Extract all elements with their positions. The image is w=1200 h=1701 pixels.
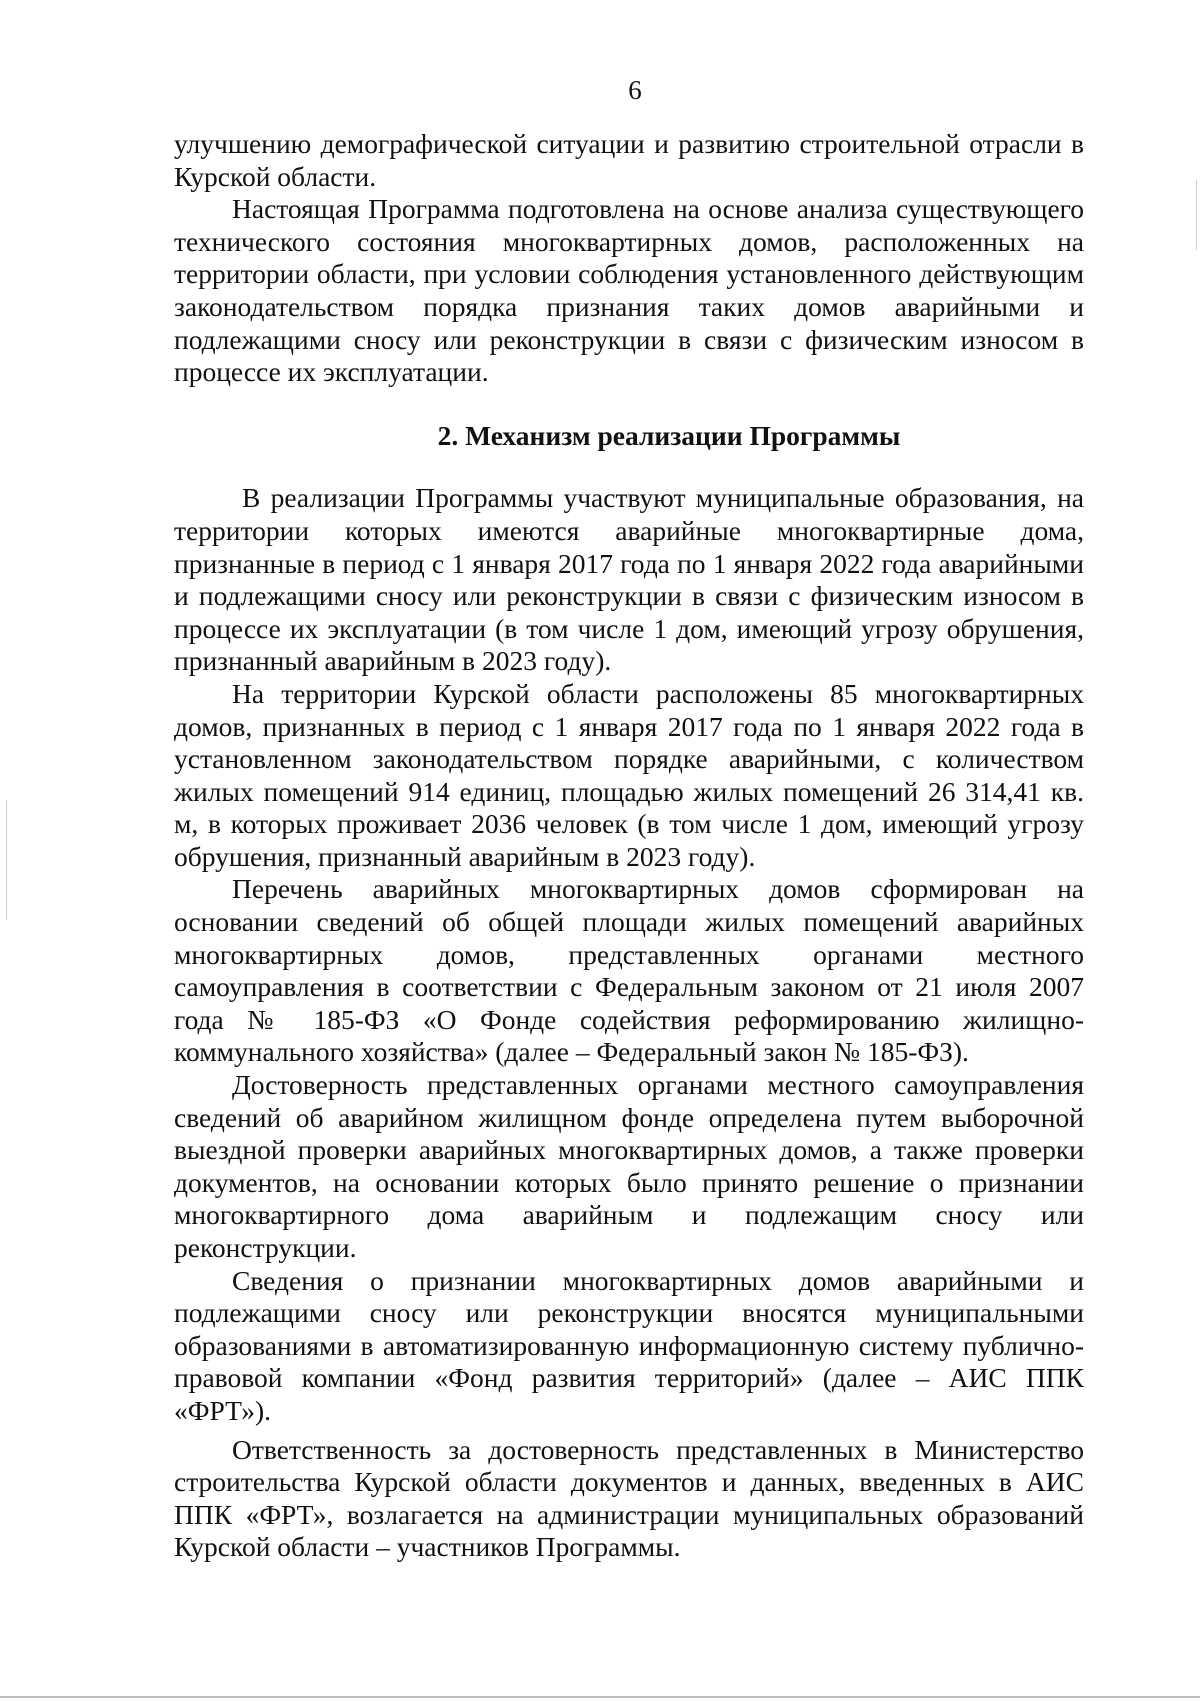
scan-edge-mark-left <box>6 800 7 920</box>
scan-bottom-edge <box>0 1696 1200 1698</box>
paragraph-participants: В реализации Программы участвуют муниципальные образования, на территории которых имеются аварийные многоквартирные дома, признанные в период с 1 января 2017 года по 1 января 2022 года аварийными и подлежащими сносу или реконструкции в связи с физическим износом в процессе их эксплуатации (в том числе 1 дом, имеющий угрозу обрушения, признанный аварийным в 2023 году). <box>174 482 1084 677</box>
paragraph-continuation: улучшению демографической ситуации и развитию строительной отрасли в Курской области. <box>174 128 1084 192</box>
scan-edge-mark-right <box>1196 180 1197 250</box>
page-number: 6 <box>628 75 642 105</box>
paragraph-statistics: На территории Курской области расположены 85 многоквартирных домов, признанных в период с 1 января 2017 года по 1 января 2022 года в установленном законодательством порядке аварийными, с количеством жилых помещений 914 единиц, площадью жилых помещений 26 314,41 кв. м, в которых проживает 2036 человек (в том числе 1 дом, имеющий угрозу обрушения, признанный аварийным в 2023 году). <box>174 677 1084 872</box>
paragraph-list-formation: Перечень аварийных многоквартирных домов сформирован на основании сведений об общей площади жилых помещений аварийных многоквартирных домов, представленных органами местного самоуправления в соответствии с Федеральным законом от 21 июля 2007 года № 185-ФЗ «О Фонде содействия реформированию жилищно-коммунального хозяйства» (далее – Федеральный закон № 185-ФЗ). <box>174 873 1084 1068</box>
document-body <box>174 128 1084 1564</box>
paragraph-program-basis: Настоящая Программа подготовлена на основе анализа существующего технического состояния многоквартирных домов, расположенных на территории области, при условии соблюдения установленного действующим законодательством порядка признания таких домов аварийными и подлежащими сносу или реконструкции в связи с физическим износом в процессе их эксплуатации. <box>174 193 1084 388</box>
paragraph-reliability: Достоверность представленных органами местного самоуправления сведений об аварийном жилищном фонде определена путем выборочной выездной проверки аварийных многоквартирных домов, а также проверки документов, на основании которых было принято решение о признании многоквартирного дома аварийным и подлежащим сносу или реконструкции. <box>174 1069 1084 1263</box>
paragraph-ais-data: Сведения о признании многоквартирных домов аварийными и подлежащими сносу или реконструкции вносятся муниципальными образованиями в автоматизированную информационную систему публично-правовой компании «Фонд развития территорий» (далее – АИС ППК «ФРТ»). <box>174 1264 1084 1426</box>
paragraph-responsibility: Ответственность за достоверность представленных в Министерство строительства Курской области документов и данных, введенных в АИС ППК «ФРТ», возлагается на администрации муниципальных образований Курской области – участников Программы. <box>174 1433 1084 1563</box>
section-heading: 2. Механизм реализации Программы <box>437 419 901 451</box>
